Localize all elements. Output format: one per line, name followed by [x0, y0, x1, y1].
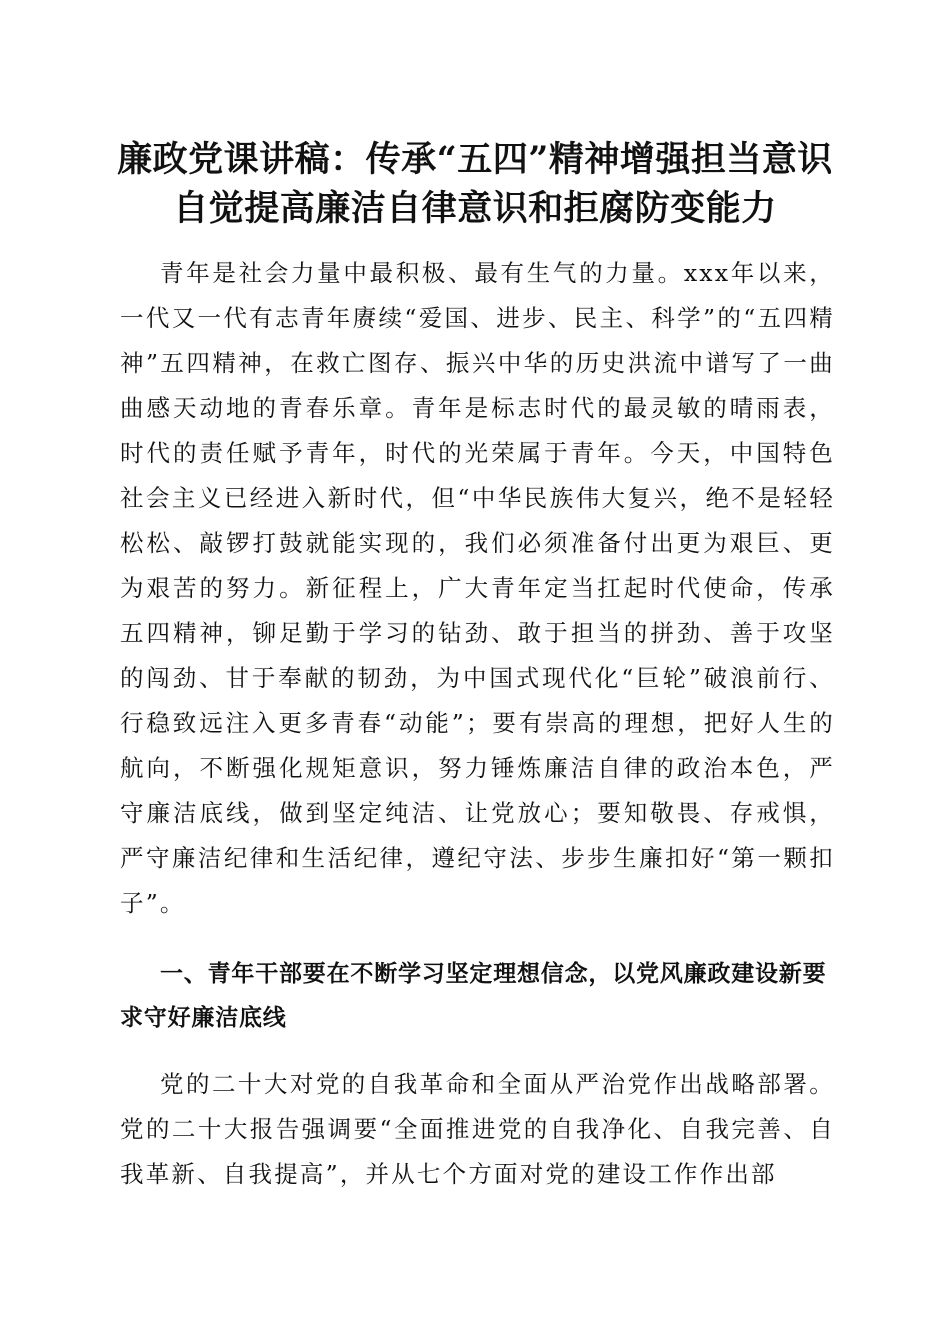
body-paragraph-intro: 青年是社会力量中最积极、最有生气的力量。xxx年以来，一代又一代有志青年赓续“爱国、进步、民主、科学”的“五四精神”五四精神，在救亡图存、振兴中华的历史洪流中谱写了一曲曲感天动地的青春乐章。青年是标志时代的最灵敏的晴雨表，时代的责任赋予青年，时代的光荣属于青年。今天，中国特色社会主义已经进入新时代，但“中华民族伟大复兴，绝不是轻轻松松、敲锣打鼓就能实现的，我们必须准备付出更为艰巨、更为艰苦的努力。新征程上，广大青年定当扛起时代使命，传承五四精神，铆足勤于学习的钻劲、敢于担当的拼劲、善于攻坚的闯劲、甘于奉献的韧劲，为中国式现代化“巨轮”破浪前行、行稳致远注入更多青春“动能”；要有崇高的理想，把好人生的航向，不断强化规矩意识，努力锤炼廉洁自律的政治本色，严守廉洁底线，做到坚定纯洁、让党放心；要知敬畏、存戒惧，严守廉洁纪律和生活纪律，遵纪守法、步步生廉扣好“第一颗扣子”。: [120, 259, 835, 917]
body-paragraph-section-one: 党的二十大对党的自我革命和全面从严治党作出战略部署。党的二十大报告强调要“全面推进党的自我净化、自我完善、自我革新、自我提高”，并从七个方面对党的建设工作作出部: [120, 1070, 835, 1188]
document-title: 廉政党课讲稿：传承“五四”精神增强担当意识自觉提高廉洁自律意识和拒腐防变能力: [117, 139, 833, 229]
section-heading-one: 一、青年干部要在不断学习坚定理想信念，以党风廉政建设新要求守好廉洁底线: [120, 961, 827, 1031]
